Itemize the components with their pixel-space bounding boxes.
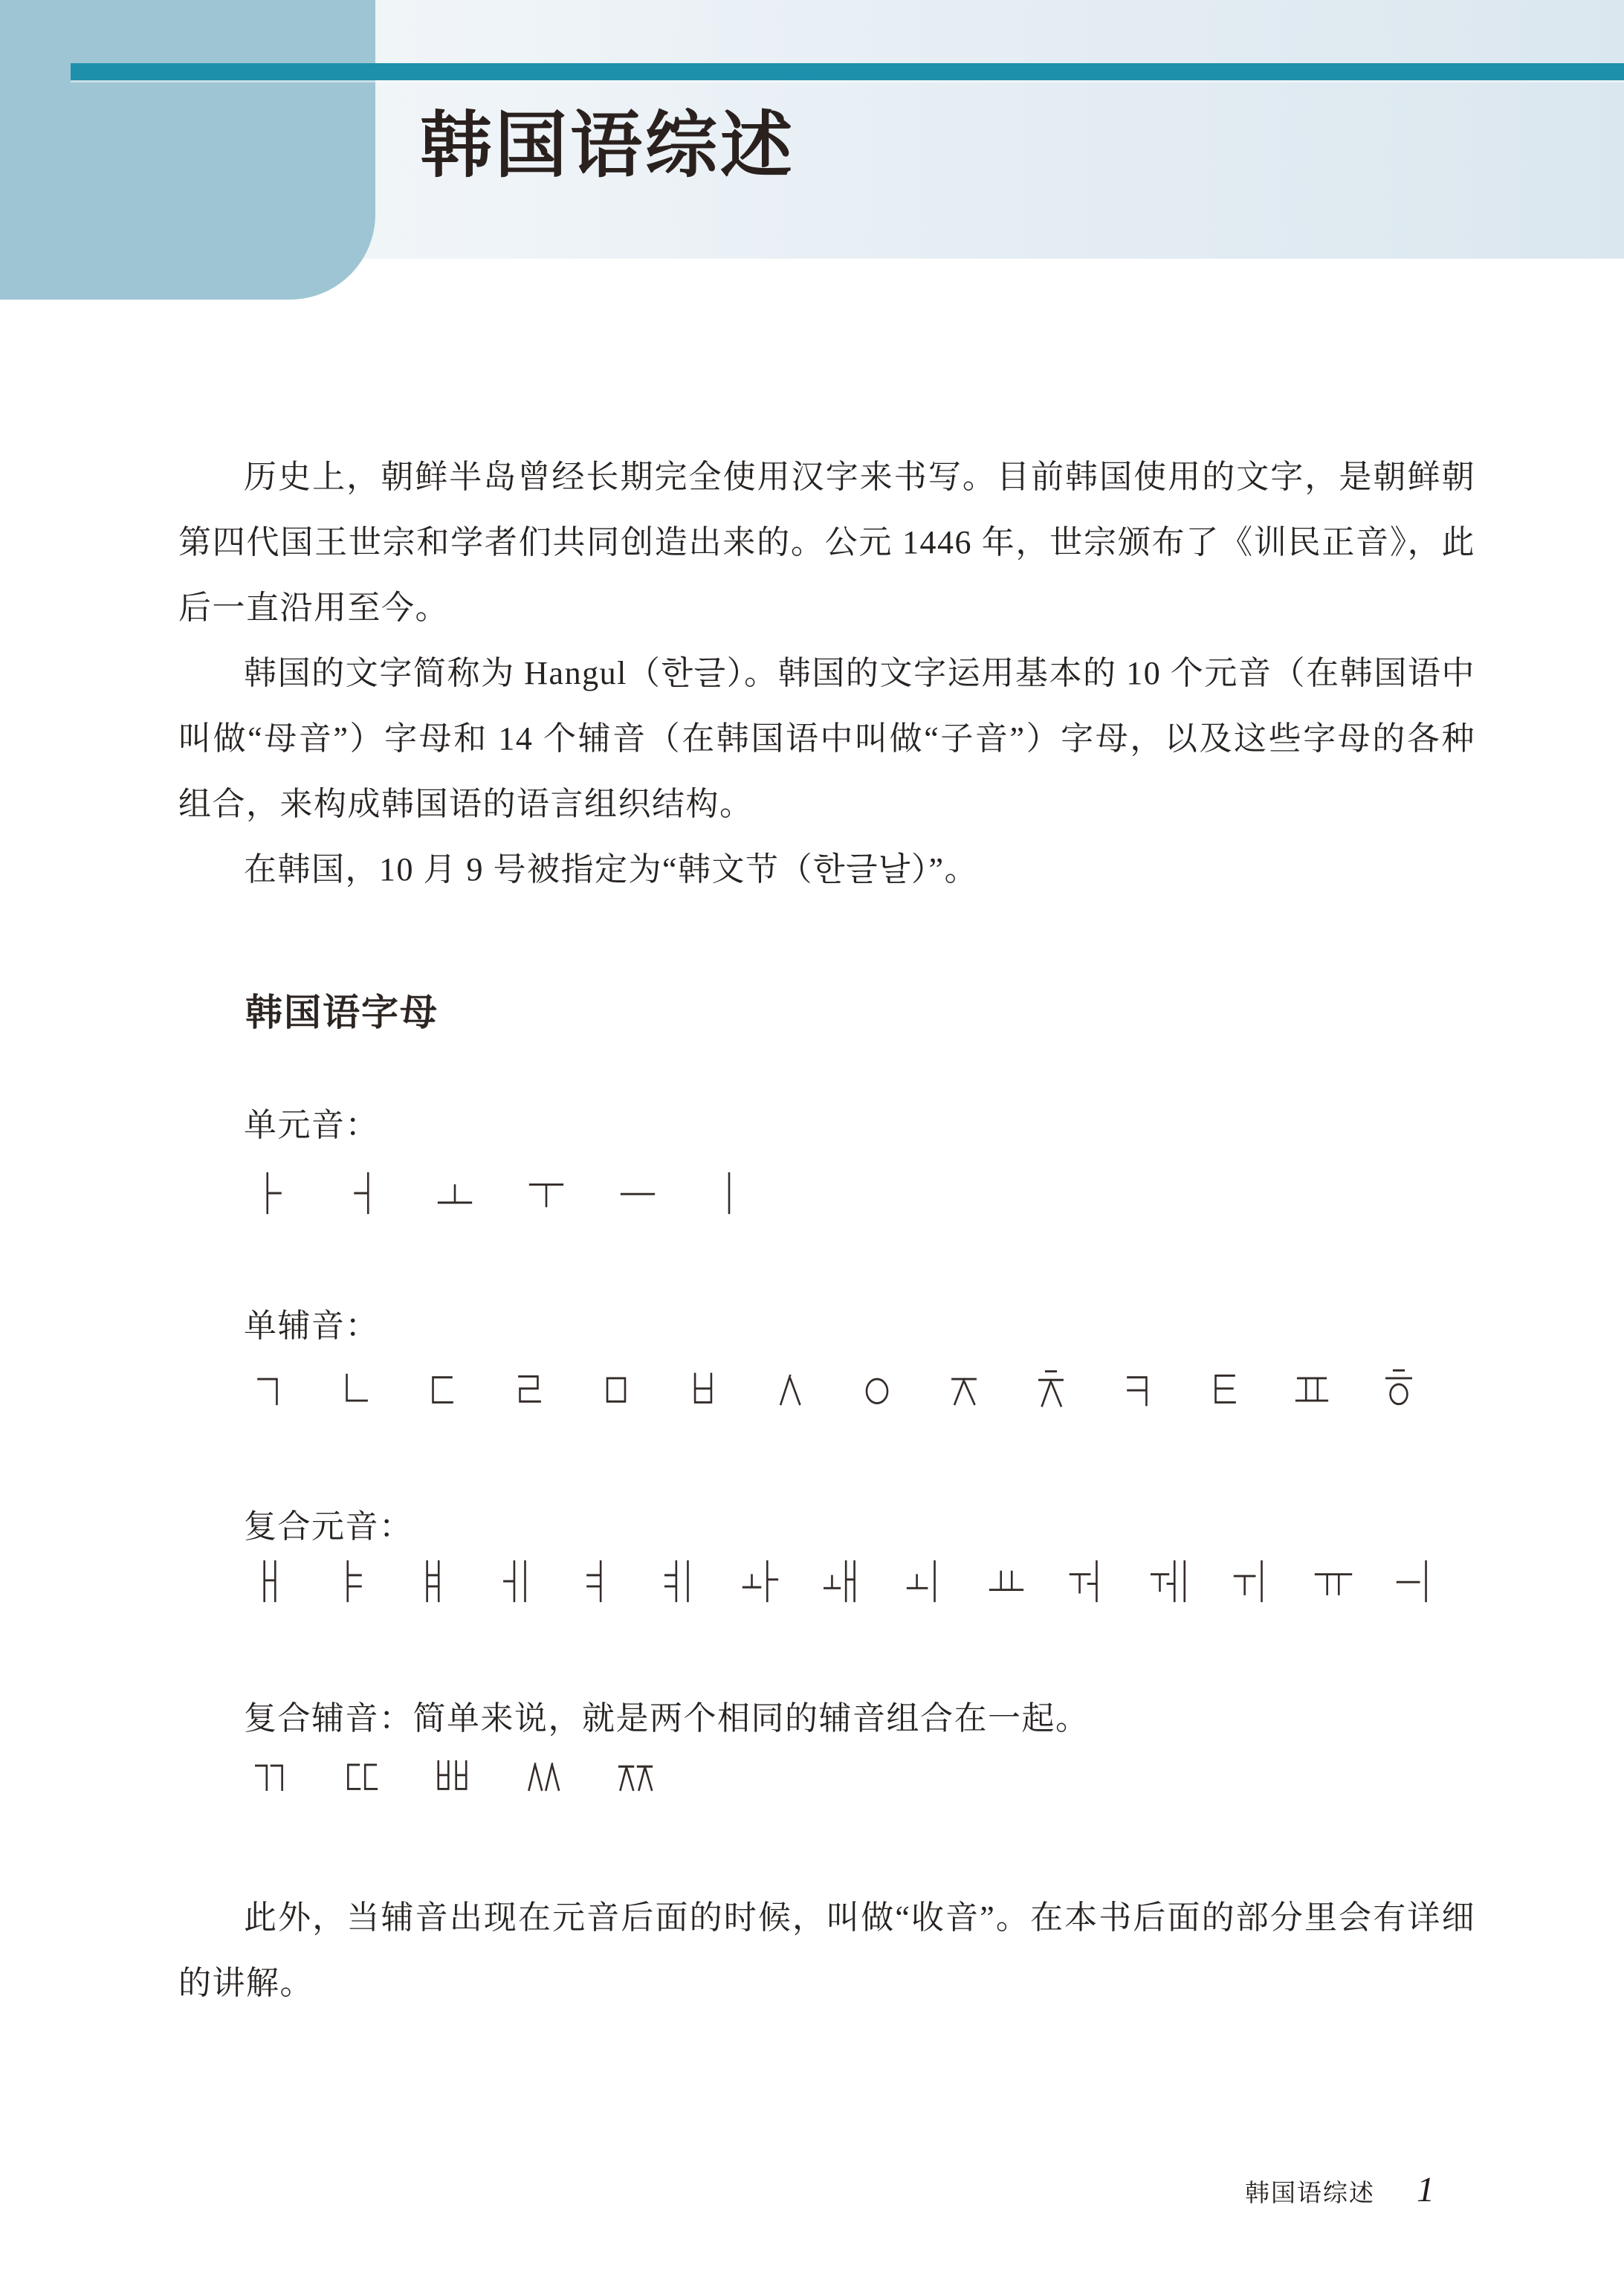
letter-row-single-consonants <box>249 1368 1418 1411</box>
hangul-letter <box>987 1560 1026 1603</box>
hangul-letter <box>771 1368 809 1411</box>
group-label-single-consonants: 单辅音： <box>244 1308 379 1344</box>
paragraph-batchim-note: 此外，当辅音出现在元音后面的时候，叫做“收音”。在本书后面的部分里会有详细的讲解。 <box>178 1899 1475 2001</box>
hangul-letter <box>436 1172 474 1215</box>
hangul-letter <box>578 1560 617 1603</box>
hangul-letter <box>1206 1368 1244 1411</box>
letter-row-single-vowels <box>253 1172 748 1215</box>
hangul-letter <box>618 1172 657 1215</box>
hangul-letter <box>905 1560 944 1603</box>
hangul-letter <box>742 1560 780 1603</box>
group-label-single-vowels: 单元音： <box>244 1107 379 1143</box>
footer-section-title: 韩国语综述 <box>1245 2180 1375 2207</box>
hangul-letter <box>433 1754 472 1798</box>
hangul-letter <box>510 1368 549 1411</box>
hangul-letter <box>616 1754 655 1798</box>
hangul-letter <box>415 1560 453 1603</box>
hangul-letter <box>1232 1560 1271 1603</box>
hangul-letter <box>597 1368 635 1411</box>
hangul-letter <box>1119 1368 1157 1411</box>
hangul-letter <box>496 1560 535 1603</box>
hangul-letter <box>1396 1560 1434 1603</box>
hangul-letter <box>945 1368 983 1411</box>
hangul-letter <box>824 1560 862 1603</box>
hangul-letter <box>1293 1368 1331 1411</box>
hangul-letter <box>250 1754 289 1798</box>
chapter-title: 韩国语综述 <box>420 105 795 186</box>
hangul-letter <box>249 1368 288 1411</box>
hangul-letter <box>423 1368 462 1411</box>
corner-accent-block <box>0 0 375 300</box>
header-accent-bar <box>71 63 1624 80</box>
letter-row-compound-vowels <box>251 1560 1434 1603</box>
hangul-letter <box>1032 1368 1070 1411</box>
hangul-letter <box>660 1560 699 1603</box>
hangul-letter <box>333 1560 372 1603</box>
hangul-letter <box>336 1368 375 1411</box>
paragraph-hangul-intro: 韩国的文字简称为 Hangul（한글）。韩国的文字运用基本的 10 个元音（在韩国语中叫做“母音”）字母和 14 个辅音（在韩国语中叫做“子音”）字母，以及这些字母的各种组合，来构成韩国语的语言组织结构。 <box>178 655 1475 822</box>
hangul-letter <box>710 1172 748 1215</box>
letter-row-compound-consonants <box>250 1754 655 1798</box>
hangul-letter <box>1069 1560 1107 1603</box>
hangul-letter <box>527 1172 566 1215</box>
section-heading-korean-alphabet: 韩国语字母 <box>245 992 439 1033</box>
page-footer <box>1245 2169 1434 2210</box>
hangul-letter <box>342 1754 381 1798</box>
hangul-letter <box>253 1172 291 1215</box>
hangul-letter <box>525 1754 563 1798</box>
paragraph-history: 历史上，朝鲜半岛曾经长期完全使用汉字来书写。目前韩国使用的文字，是朝鲜朝第四代国王世宗和学者们共同创造出来的。公元 1446 年，世宗颁布了《训民正音》，此后一直沿用至今。 <box>178 459 1475 626</box>
group-label-compound-consonants: 复合辅音：简单来说，就是两个相同的辅音组合在一起。 <box>244 1700 1090 1737</box>
hangul-letter <box>684 1368 722 1411</box>
hangul-letter <box>251 1560 290 1603</box>
hangul-letter <box>1379 1368 1418 1411</box>
hangul-letter <box>1151 1560 1189 1603</box>
hangul-letter <box>1314 1560 1353 1603</box>
group-label-compound-vowels: 复合元音： <box>244 1508 413 1545</box>
paragraph-hangul-day: 在韩国，10 月 9 号被指定为“韩文节（한글날）”。 <box>244 851 979 888</box>
hangul-letter <box>858 1368 896 1411</box>
footer-page-number: 1 <box>1417 2170 1434 2209</box>
hangul-letter <box>344 1172 383 1215</box>
